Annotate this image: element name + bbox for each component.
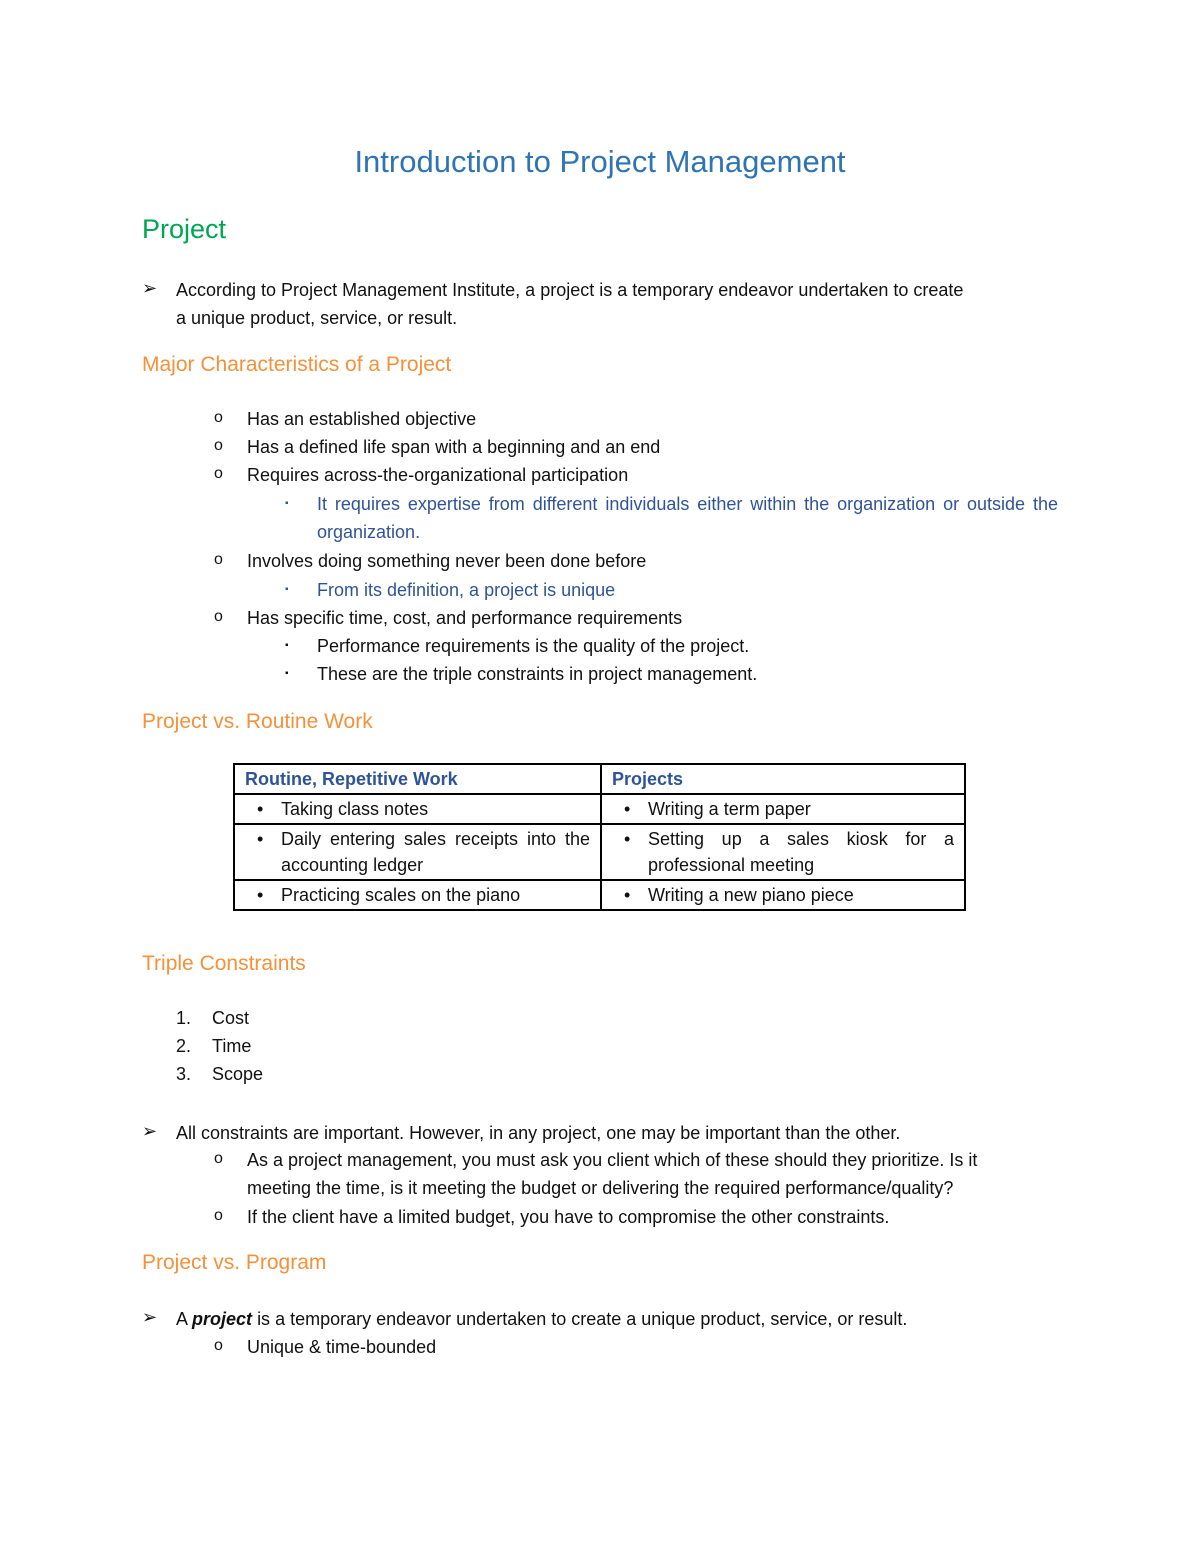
dot-bullet-icon: • — [257, 799, 264, 819]
characteristic-item: Has an established objective — [247, 409, 477, 429]
characteristic-item: Requires across-the-organizational participation — [247, 465, 629, 485]
table-cell — [601, 824, 965, 880]
table-cell — [234, 824, 601, 880]
characteristic-item: Involves doing something never been done before — [247, 551, 647, 571]
square-bullet-icon: ▪ — [285, 668, 289, 679]
circle-bullet-icon: o — [214, 409, 223, 426]
table-header-routine: Routine, Repetitive Work — [234, 764, 601, 794]
arrow-bullet-icon: ➢ — [142, 1121, 158, 1141]
table-row — [234, 880, 965, 910]
square-bullet-icon: ▪ — [285, 584, 289, 595]
table-header-projects: Projects — [601, 764, 965, 794]
sub-item-unique: From its definition, a project is unique — [317, 580, 616, 600]
list-number: 2. — [176, 1036, 192, 1056]
heading-characteristics: Major Characteristics of a Project — [142, 353, 452, 376]
characteristic-item: Has a defined life span with a beginning and an end — [247, 437, 661, 457]
sub-item-triple: These are the triple constraints in project management. — [317, 664, 758, 684]
program-definition-prefix: A — [176, 1309, 188, 1329]
circle-bullet-icon: o — [214, 1150, 223, 1167]
cell-text: Taking class notes — [281, 799, 429, 819]
heading-project: Project — [142, 214, 227, 244]
circle-bullet-icon: o — [214, 465, 223, 482]
program-sub-item: Unique & time-bounded — [247, 1337, 437, 1357]
constraints-sub-budget: If the client have a limited budget, you have to compromise the other constraints. — [247, 1207, 890, 1227]
cell-text: Practicing scales on the piano — [281, 885, 521, 905]
constraints-note: All constraints are important. However, in any project, one may be important than the other. — [176, 1123, 901, 1143]
cell-text: Setting up a sales kiosk for a professional meeting — [648, 829, 954, 875]
program-definition-rest: is a temporary endeavor undertaken to create a unique product, service, or result. — [257, 1309, 908, 1329]
comparison-table — [233, 763, 966, 911]
circle-bullet-icon: o — [214, 1207, 223, 1224]
dot-bullet-icon: • — [257, 885, 264, 905]
table-cell — [601, 794, 965, 824]
cell-text: Writing a new piano piece — [648, 885, 854, 905]
project-definition-line1: According to Project Management Institute, a project is a temporary endeavor undertaken to create — [176, 280, 964, 300]
project-definition-line2: a unique product, service, or result. — [176, 308, 458, 328]
table-cell — [234, 794, 601, 824]
constraint-item: Cost — [212, 1008, 250, 1028]
arrow-bullet-icon: ➢ — [142, 1307, 158, 1327]
circle-bullet-icon: o — [214, 608, 223, 625]
table-cell — [601, 880, 965, 910]
dot-bullet-icon: • — [257, 829, 264, 849]
table-row — [234, 794, 965, 824]
cell-text: Writing a term paper — [648, 799, 811, 819]
constraint-item: Time — [212, 1036, 252, 1056]
arrow-bullet-icon: ➢ — [142, 278, 158, 298]
constraint-item: Scope — [212, 1064, 264, 1084]
dot-bullet-icon: • — [624, 885, 631, 905]
circle-bullet-icon: o — [214, 1337, 223, 1354]
circle-bullet-icon: o — [214, 437, 223, 454]
heading-routine: Project vs. Routine Work — [142, 710, 373, 733]
program-definition-emphasis: project — [192, 1309, 253, 1329]
list-number: 1. — [176, 1008, 192, 1028]
heading-program: Project vs. Program — [142, 1251, 327, 1274]
sub-item-performance: Performance requirements is the quality of the project. — [317, 636, 750, 656]
constraints-sub-line2: meeting the time, is it meeting the budget or delivering the required performance/quality? — [247, 1178, 954, 1198]
heading-triple-constraints: Triple Constraints — [142, 952, 306, 975]
dot-bullet-icon: • — [624, 829, 631, 849]
program-definition — [176, 1305, 907, 1333]
characteristic-item: Has specific time, cost, and performance requirements — [247, 608, 683, 628]
table-header-row — [234, 764, 965, 794]
cell-text: Daily entering sales receipts into the accounting ledger — [281, 829, 590, 875]
list-number: 3. — [176, 1064, 192, 1084]
sub-item-participation: It requires expertise from different individuals either within the organization or outside the organization. — [317, 494, 1058, 542]
page-title: Introduction to Project Management — [354, 144, 846, 179]
square-bullet-icon: ▪ — [285, 498, 289, 509]
dot-bullet-icon: • — [624, 799, 631, 819]
table-row — [234, 824, 965, 880]
square-bullet-icon: ▪ — [285, 640, 289, 651]
constraints-sub-line1: As a project management, you must ask you client which of these should they prioritize. Is it — [247, 1150, 978, 1170]
table-cell — [234, 880, 601, 910]
circle-bullet-icon: o — [214, 551, 223, 568]
